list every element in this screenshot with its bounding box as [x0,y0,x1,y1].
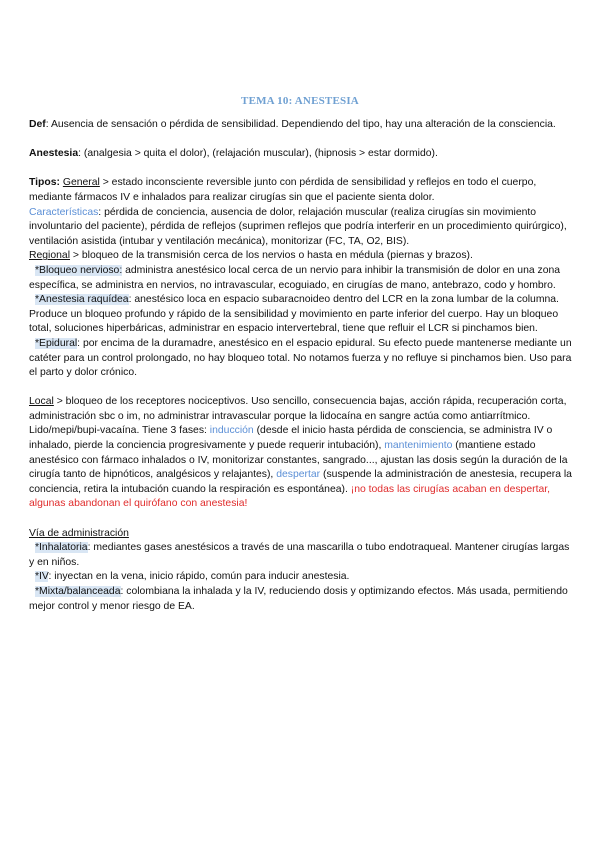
caracteristicas-paragraph [29,206,574,250]
epidural-text: : por encima de la duramadre, anestésico en el espacio epidural. Su efecto puede mantenerse mediante un catéter para un control prolongado, no hay bloqueo total. No notamos fuerza y no refluye si pinchamos bien. Uso para el parto y dolor crónico. [29,337,572,379]
inhalatoria-text: : mediantes gases anestésicos a través de una mascarilla o tubo endotraqueal. Mantener cirugías largas y en niños. [29,542,570,568]
caracteristicas-label: Características [29,206,99,218]
def-text: : Ausencia de sensación o pérdida de sensibilidad. Dependiendo del tipo, hay una alteración de la consciencia. [45,119,556,130]
via-heading: Vía de administración [29,527,129,539]
mixta-paragraph [29,585,574,614]
iv-label: *IV [35,571,49,583]
document-body [29,118,574,614]
raquidea-paragraph [29,293,574,337]
mixta-label: *Mixta/balanceada [35,586,121,597]
anestesia-warning: ¡no todas las cirugías acaban en despertar, algunas abandonan el quirófano con anestesia! [29,483,551,510]
def-term: Def [29,119,46,130]
definition-paragraph [29,118,574,133]
local-label: Local [29,396,54,408]
inhalatoria-label: *Inhalatoria [35,542,88,554]
bloqueo-label: *Bloqueo nervioso: [35,264,123,276]
anestesia-paragraph [29,147,574,162]
despertar-term: despertar [276,469,321,481]
anestesia-text: : (analgesia > quita el dolor), (relajación muscular), (hipnosis > estar dormido). [78,148,438,160]
iv-text: : inyectan en la vena, inicio rápido, común para inducir anestesia. [48,571,350,583]
iv-paragraph [29,570,574,585]
page-title: TEMA 10: ANESTESIA [241,95,359,107]
mixta-text: : colombiana la inhalada y la IV, reduciendo dosis y optimizando efectos. Más usada, permitiendo mejor control y menor riesgo de EA. [29,586,568,612]
local-text-4: (suspende la administración de anestesia, recupera la conciencia, retira la intubación cuando la respiración es espontánea). [29,469,572,495]
tipos-paragraph [29,176,574,205]
bloqueo-text: administra anestésico local cerca de un nervio para inhibir la transmisión de dolor en una zona específica, se administra en nervios, no intravascular, ecoguiado, en cirugías de mano, antebrazo, codo y hombro. [29,264,561,291]
regional-label: Regional [29,250,71,262]
via-heading-paragraph [29,527,574,542]
inhalatoria-paragraph [29,541,574,570]
local-text-3: (mantiene estado anestésico con fármaco inhalados o IV, monitorizar constantes, sangrado..., ajustan las dosis según la duración de la cirugía tanto de hipnóticos, analgésicos y relajantes), [29,440,568,481]
raquidea-text: : anestésico loca en espacio subaracnoideo dentro del LCR en la zona lumbar de la columna. Produce un bloqueo profundo y rápido de la sensibilidad y movimiento en parte inferior del cuerpo. Hay un bloqueo total, soluciones hiperbáricas, administrar en espacio intervertebral, tiene que refluir el LCR si pinchamos bien. [29,294,559,335]
caracteristicas-text: : pérdida de conciencia, ausencia de dolor, relajación muscular (realiza cirugías sin movimiento involuntario del paciente), pérdida de reflejos (suprimen reflejos que podría interferir en un procedimiento quirúrgico), ventilación asistida (intubar y ventilación mecánica), monitorizar (FC, TA, O2, BIS). [29,206,567,247]
local-paragraph [29,395,574,512]
mantenimiento-term: mantenimiento [384,440,453,452]
tipos-term: Tipos: [29,177,60,189]
local-text-1: > bloqueo de los receptores nociceptivos. Uso sencillo, consecuencia bajas, acción rápida, recuperación corta, administración sbc o im, no administrar intravascular porque la lidocaína en sangre actúa como antiarrítmico. Lido/mepi/bupi-vacaína. Tiene 3 fases: [29,396,567,437]
regional-paragraph [29,249,574,264]
regional-text: > bloqueo de la transmisión cerca de los nervios o hasta en médula (piernas y brazos). [70,250,473,262]
epidural-label: *Epidural [35,337,78,349]
epidural-paragraph [29,337,574,381]
local-text-2: (desde el inicio hasta pérdida de consciencia, se administra IV o inhalado, pierde la conciencia progresivamente y puede requerir intubación), [29,425,553,452]
bloqueo-paragraph [29,264,574,293]
induccion-term: inducción [209,425,254,437]
general-text: > estado inconsciente reversible junto con pérdida de sensibilidad y reflejos en todo el cuerpo, mediante fármacos IV e inhalados para realizar cirugías sin que el paciente sienta dolor. [29,177,537,203]
anestesia-term: Anestesia [29,148,79,160]
general-label: General [62,177,100,189]
raquidea-label: *Anestesia raquídea [35,294,129,306]
